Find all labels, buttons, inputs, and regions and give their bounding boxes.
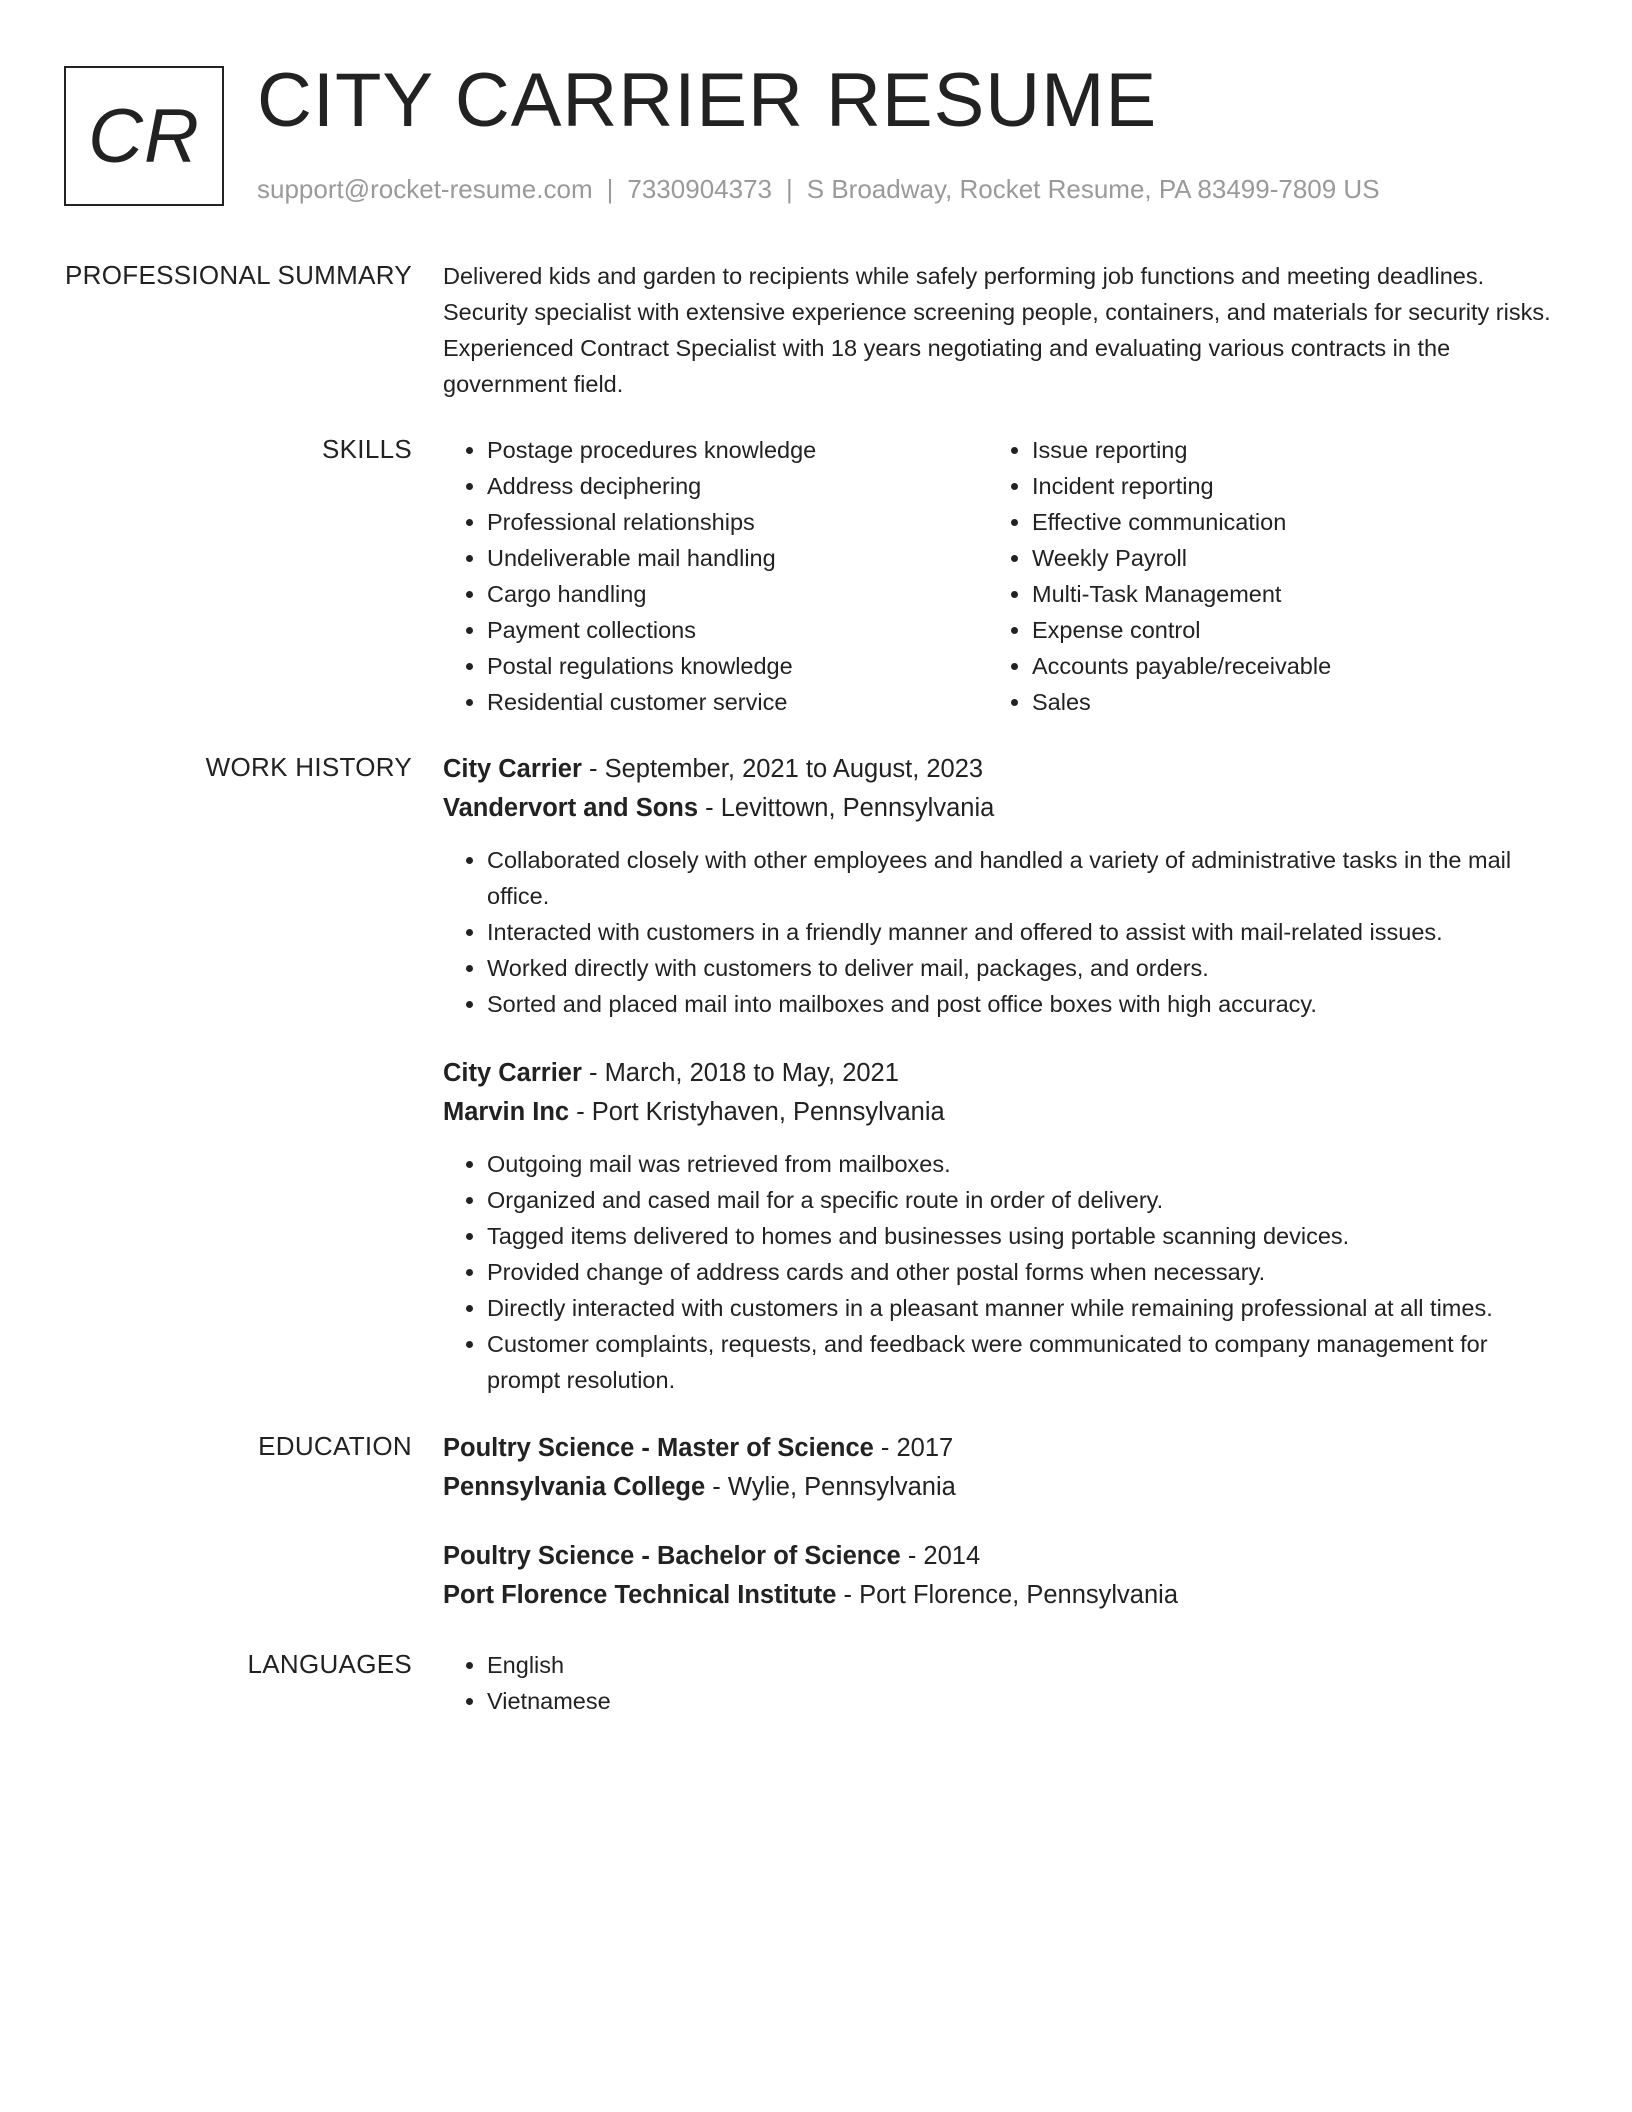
job-bullet: • Tagged items delivered to homes and businesses using portable scanning devices. [487,1218,1563,1254]
education-school: Pennsylvania College [443,1473,706,1501]
contact-separator: | [606,174,614,204]
skills-columns [443,432,1563,720]
skill-item: • Sales [1032,684,1533,720]
resume-title: CITY CARRIER RESUME [257,58,1158,143]
skill-item: • Multi-Task Management [1032,576,1533,612]
skills-body [443,432,1563,720]
education-year: - 2017 [873,1434,954,1462]
language-item: • Vietnamese [487,1683,1563,1719]
skills-column-left [443,432,988,720]
job-bullet: • Interacted with customers in a friendly manner and offered to assist with mail-related issues. [487,914,1563,950]
languages-list [443,1647,1563,1719]
monogram-logo: CR [64,66,224,206]
job-bullet: • Customer complaints, requests, and feedback were communicated to company management for prompt resolution. [487,1326,1563,1398]
skills-column-right [988,432,1533,720]
section-label-summary: PROFESSIONAL SUMMARY [65,260,412,290]
skill-item: • Incident reporting [1032,468,1533,504]
job-bullet-list [443,842,1563,1022]
job-company: Marvin Inc [443,1098,570,1126]
job-bullet-list [443,1146,1563,1398]
education-year: - 2014 [900,1542,981,1570]
contact-address: S Broadway, Rocket Resume, PA 83499-7809 US [806,174,1380,204]
job-title: City Carrier [443,755,582,783]
skill-item: • Issue reporting [1032,432,1533,468]
job-dates: - September, 2021 to August, 2023 [581,755,984,783]
section-label-education: EDUCATION [258,1431,412,1461]
contact-phone: 7330904373 [627,174,772,204]
education-body [443,1429,1563,1645]
skill-item: • Effective communication [1032,504,1533,540]
skills-list-right [988,432,1533,720]
job-entry [443,1054,1563,1398]
skill-item: • Residential customer service [487,684,988,720]
job-location: - Levittown, Pennsylvania [698,794,995,822]
skill-item: • Accounts payable/receivable [1032,648,1533,684]
skill-item: • Postal regulations knowledge [487,648,988,684]
job-location: - Port Kristyhaven, Pennsylvania [569,1098,945,1126]
education-entry [443,1429,1563,1507]
job-bullet: • Organized and cased mail for a specific route in order of delivery. [487,1182,1563,1218]
contact-line [257,174,1380,204]
education-degree: Poultry Science - Bachelor of Science [443,1542,901,1570]
skill-item: • Cargo handling [487,576,988,612]
skill-item: • Professional relationships [487,504,988,540]
section-label-skills: SKILLS [322,434,412,464]
skills-list-left [443,432,988,720]
contact-separator: | [786,174,793,204]
skill-item: • Expense control [1032,612,1533,648]
work-history-body [443,750,1563,1430]
job-dates: - March, 2018 to May, 2021 [581,1059,899,1087]
language-item: • English [487,1647,1563,1683]
contact-email: support@rocket-resume.com [257,174,593,204]
skill-item: • Payment collections [487,612,988,648]
job-company-line [443,1093,1563,1132]
job-entry [443,750,1563,1022]
job-bullet: • Collaborated closely with other employees and handled a variety of administrative tasks in the mail office. [487,842,1563,914]
education-degree: Poultry Science - Master of Science [443,1434,874,1462]
job-bullet: • Worked directly with customers to deliver mail, packages, and orders. [487,950,1563,986]
section-label-languages: LANGUAGES [247,1649,412,1679]
job-company-line [443,789,1563,828]
skill-item: • Address deciphering [487,468,988,504]
summary-body [443,258,1563,402]
section-label-work-history: WORK HISTORY [205,752,412,782]
job-bullet: • Sorted and placed mail into mailboxes and post office boxes with high accuracy. [487,986,1563,1022]
education-location: - Wylie, Pennsylvania [705,1473,956,1501]
job-title-line [443,750,1563,789]
education-school-line [443,1468,1563,1507]
job-bullet: • Directly interacted with customers in a pleasant manner while remaining professional at all times. [487,1290,1563,1326]
education-school: Port Florence Technical Institute [443,1581,837,1609]
education-entry [443,1537,1563,1615]
education-degree-line [443,1429,1563,1468]
summary-text: Delivered kids and garden to recipients while safely performing job functions and meeting deadlines. Security specialist with extensive experience screening people, containers, and materials for security risks. Experienced Contract Specialist with 18 years negotiating and evaluating various contracts in the government field. [443,263,1551,397]
job-title: City Carrier [443,1059,582,1087]
education-school-line [443,1576,1563,1615]
job-bullet: • Provided change of address cards and other postal forms when necessary. [487,1254,1563,1290]
education-location: - Port Florence, Pennsylvania [836,1581,1179,1609]
languages-body [443,1647,1563,1719]
skill-item: • Weekly Payroll [1032,540,1533,576]
skill-item: • Undeliverable mail handling [487,540,988,576]
job-bullet: • Outgoing mail was retrieved from mailboxes. [487,1146,1563,1182]
job-company: Vandervort and Sons [443,794,699,822]
skill-item: • Postage procedures knowledge [487,432,988,468]
job-title-line [443,1054,1563,1093]
education-degree-line [443,1537,1563,1576]
